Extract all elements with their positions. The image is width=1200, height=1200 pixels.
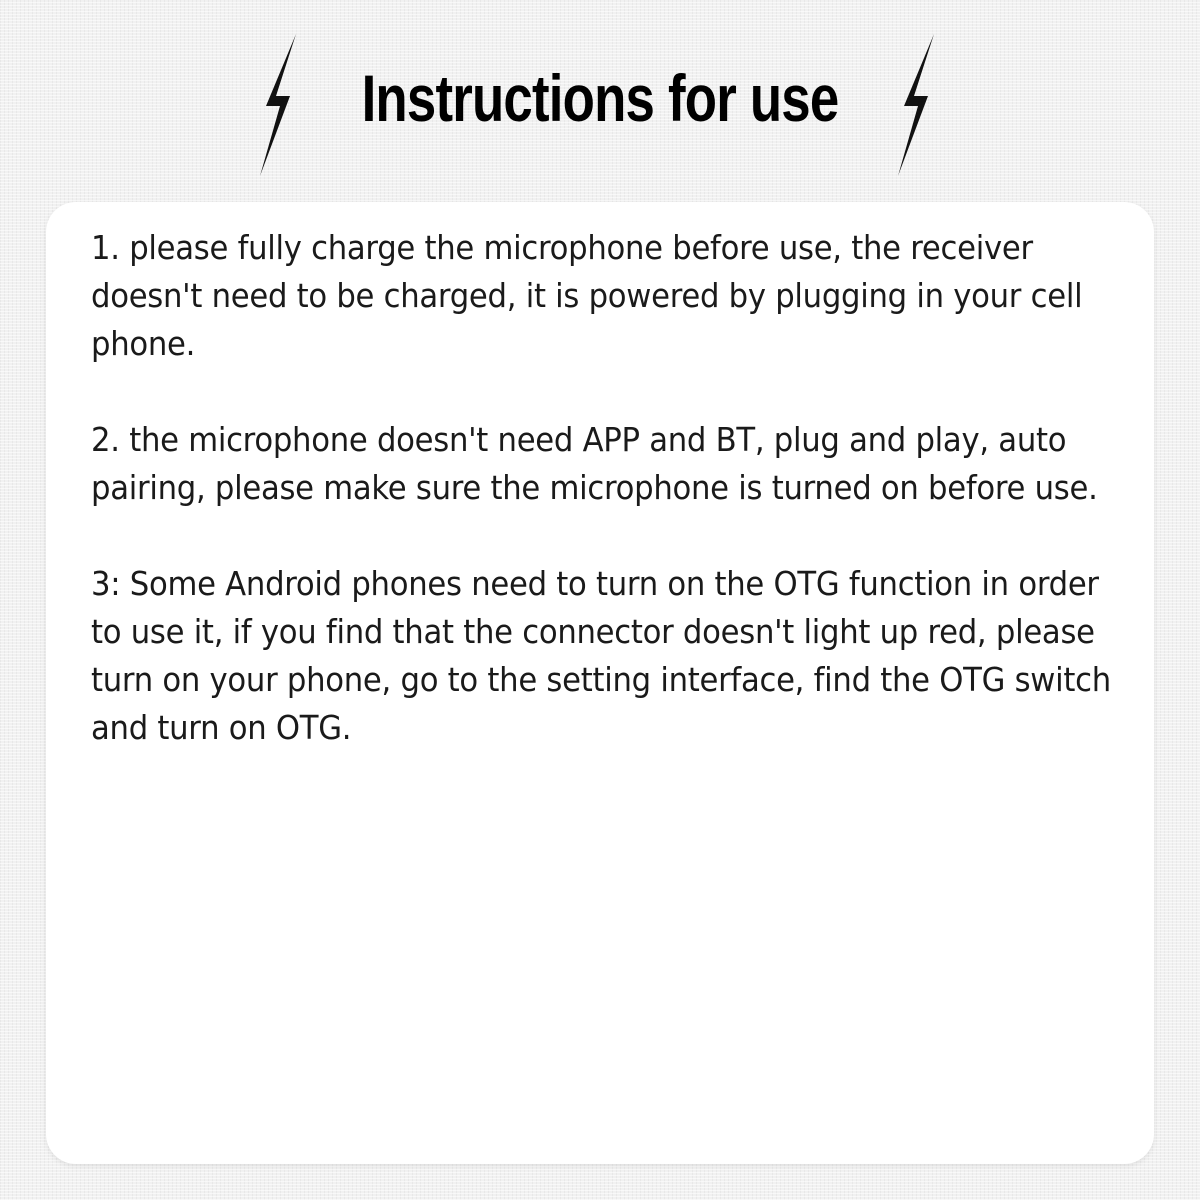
instructions-card: [46, 202, 1154, 1164]
instruction-item: 3: Some Android phones need to turn on the OTG function in order to use it, if you find that the connector doesn't light up red, please turn on your phone, go to the setting interface, find the OTG switch and turn on OTG.: [91, 564, 1111, 747]
instruction-item: 2. the microphone doesn't need APP and BT, plug and play, auto pairing, please make sure the microphone is turned on before use.: [91, 420, 1098, 507]
lightning-bolt-icon: [898, 34, 934, 176]
page-title: Instructions for use: [361, 61, 839, 135]
lightning-bolt-icon: [260, 34, 296, 176]
header: [0, 30, 1200, 180]
instruction-item: 1. please fully charge the microphone before use, the receiver doesn't need to be charged, it is powered by plugging in your cell phone.: [91, 228, 1083, 363]
instructions-list: [91, 224, 1121, 800]
